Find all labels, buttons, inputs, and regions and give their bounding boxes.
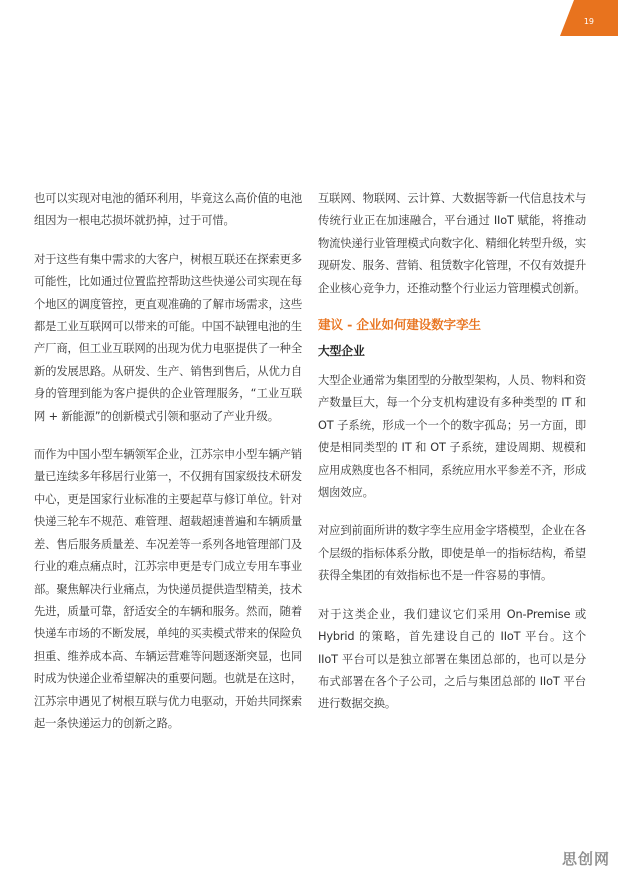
- right-paragraph-1: 大型企业通常为集团型的分散型架构，人员、物料和资产数量巨大，每一个分支机构建设有多种类型的 IT 和 OT 子系统，形成一个一个的数字孤岛；另一方面，即使是相同类型的 IT 和 OT 子系统，建设周期、规模和应用成熟度也各不相同，系统应用水平参差不齐，形成烟囱效应。: [318, 374, 586, 500]
- left-column: [34, 188, 302, 751]
- page-number: 19: [583, 17, 594, 26]
- page-corner-tab: [560, 0, 618, 36]
- right-column: [318, 188, 586, 732]
- right-paragraph-2: 对应到前面所讲的数字孪生应用金字塔模型，企业在各个层级的指标体系分散，即使是单一的指标结构，希望获得全集团的有效指标也不是一件容易的事情。: [318, 524, 586, 583]
- left-paragraph-1: 也可以实现对电池的循环利用，毕竟这么高价值的电池组因为一根电芯损坏就扔掉，过于可惜。: [34, 192, 302, 228]
- right-intro-paragraph: 互联网、物联网、云计算、大数据等新一代信息技术与传统行业正在加速融合，平台通过 IIoT 赋能，将推动物流快递行业管理模式向数字化、精细化转型升级，实现研发、服务、营销、租赁数字化管理，不仅有效提升企业核心竞争力，还推动整个行业运力管理模式创新。: [318, 192, 586, 295]
- right-paragraph-3: 对于这类企业，我们建议它们采用 On-Premise 或 Hybrid 的策略，首先建设自己的 IIoT 平台。这个 IIoT 平台可以是独立部署在集团总部的，也可以是分布式部署在各个子公司，之后与集团总部的 IIoT 平台进行数据交换。: [318, 607, 586, 711]
- section-heading: 建议 - 企业如何建设数字孪生: [318, 317, 481, 333]
- subheading-large-enterprise: 大型企业: [318, 344, 365, 359]
- site-watermark: 思创网: [561, 850, 610, 868]
- left-paragraph-2: 对于这些有集中需求的大客户，树根互联还在探索更多可能性，比如通过位置监控帮助这些快递公司实现在每个地区的调度管控，更直观准确的了解市场需求，这些都是工业互联网可以带来的可能。中国不缺锂电池的生产厂商，但工业互联网的出现为优力电驱提供了一种全新的发展思路。从研发、生产、销售到售后，从优力自身的管理到能为客户提供的企业管理服务，“工业互联网 + 新能源”的创新模式引领和驱动了产业升级。: [34, 252, 302, 423]
- left-paragraph-3: 而作为中国小型车辆领军企业，江苏宗申小型车辆产销量已连续多年移居行业第一，不仅拥有国家级技术研发中心，更是国家行业标准的主要起草与修订单位。针对快递三轮车不规范、难管理、超载超速普遍和车辆质量差、售后服务质量差、车况差等一系列各地管理部门及行业的难点痛点时，江苏宗申更是专门成立专用车事业部。聚焦解决行业痛点，为快递员提供造型精美，技术先进，质量可靠，舒适安全的车辆和服务。然而，随着快递车市场的不断发展，单纯的买卖模式带来的保险负担重、维养成本高、车辆运营难等问题逐渐突显，也同时成为快递企业希望解决的重要问题。也就是在这时，江苏宗申遇见了树根互联与优力电驱动，开始共同探索起一条快递运力的创新之路。: [34, 448, 302, 730]
